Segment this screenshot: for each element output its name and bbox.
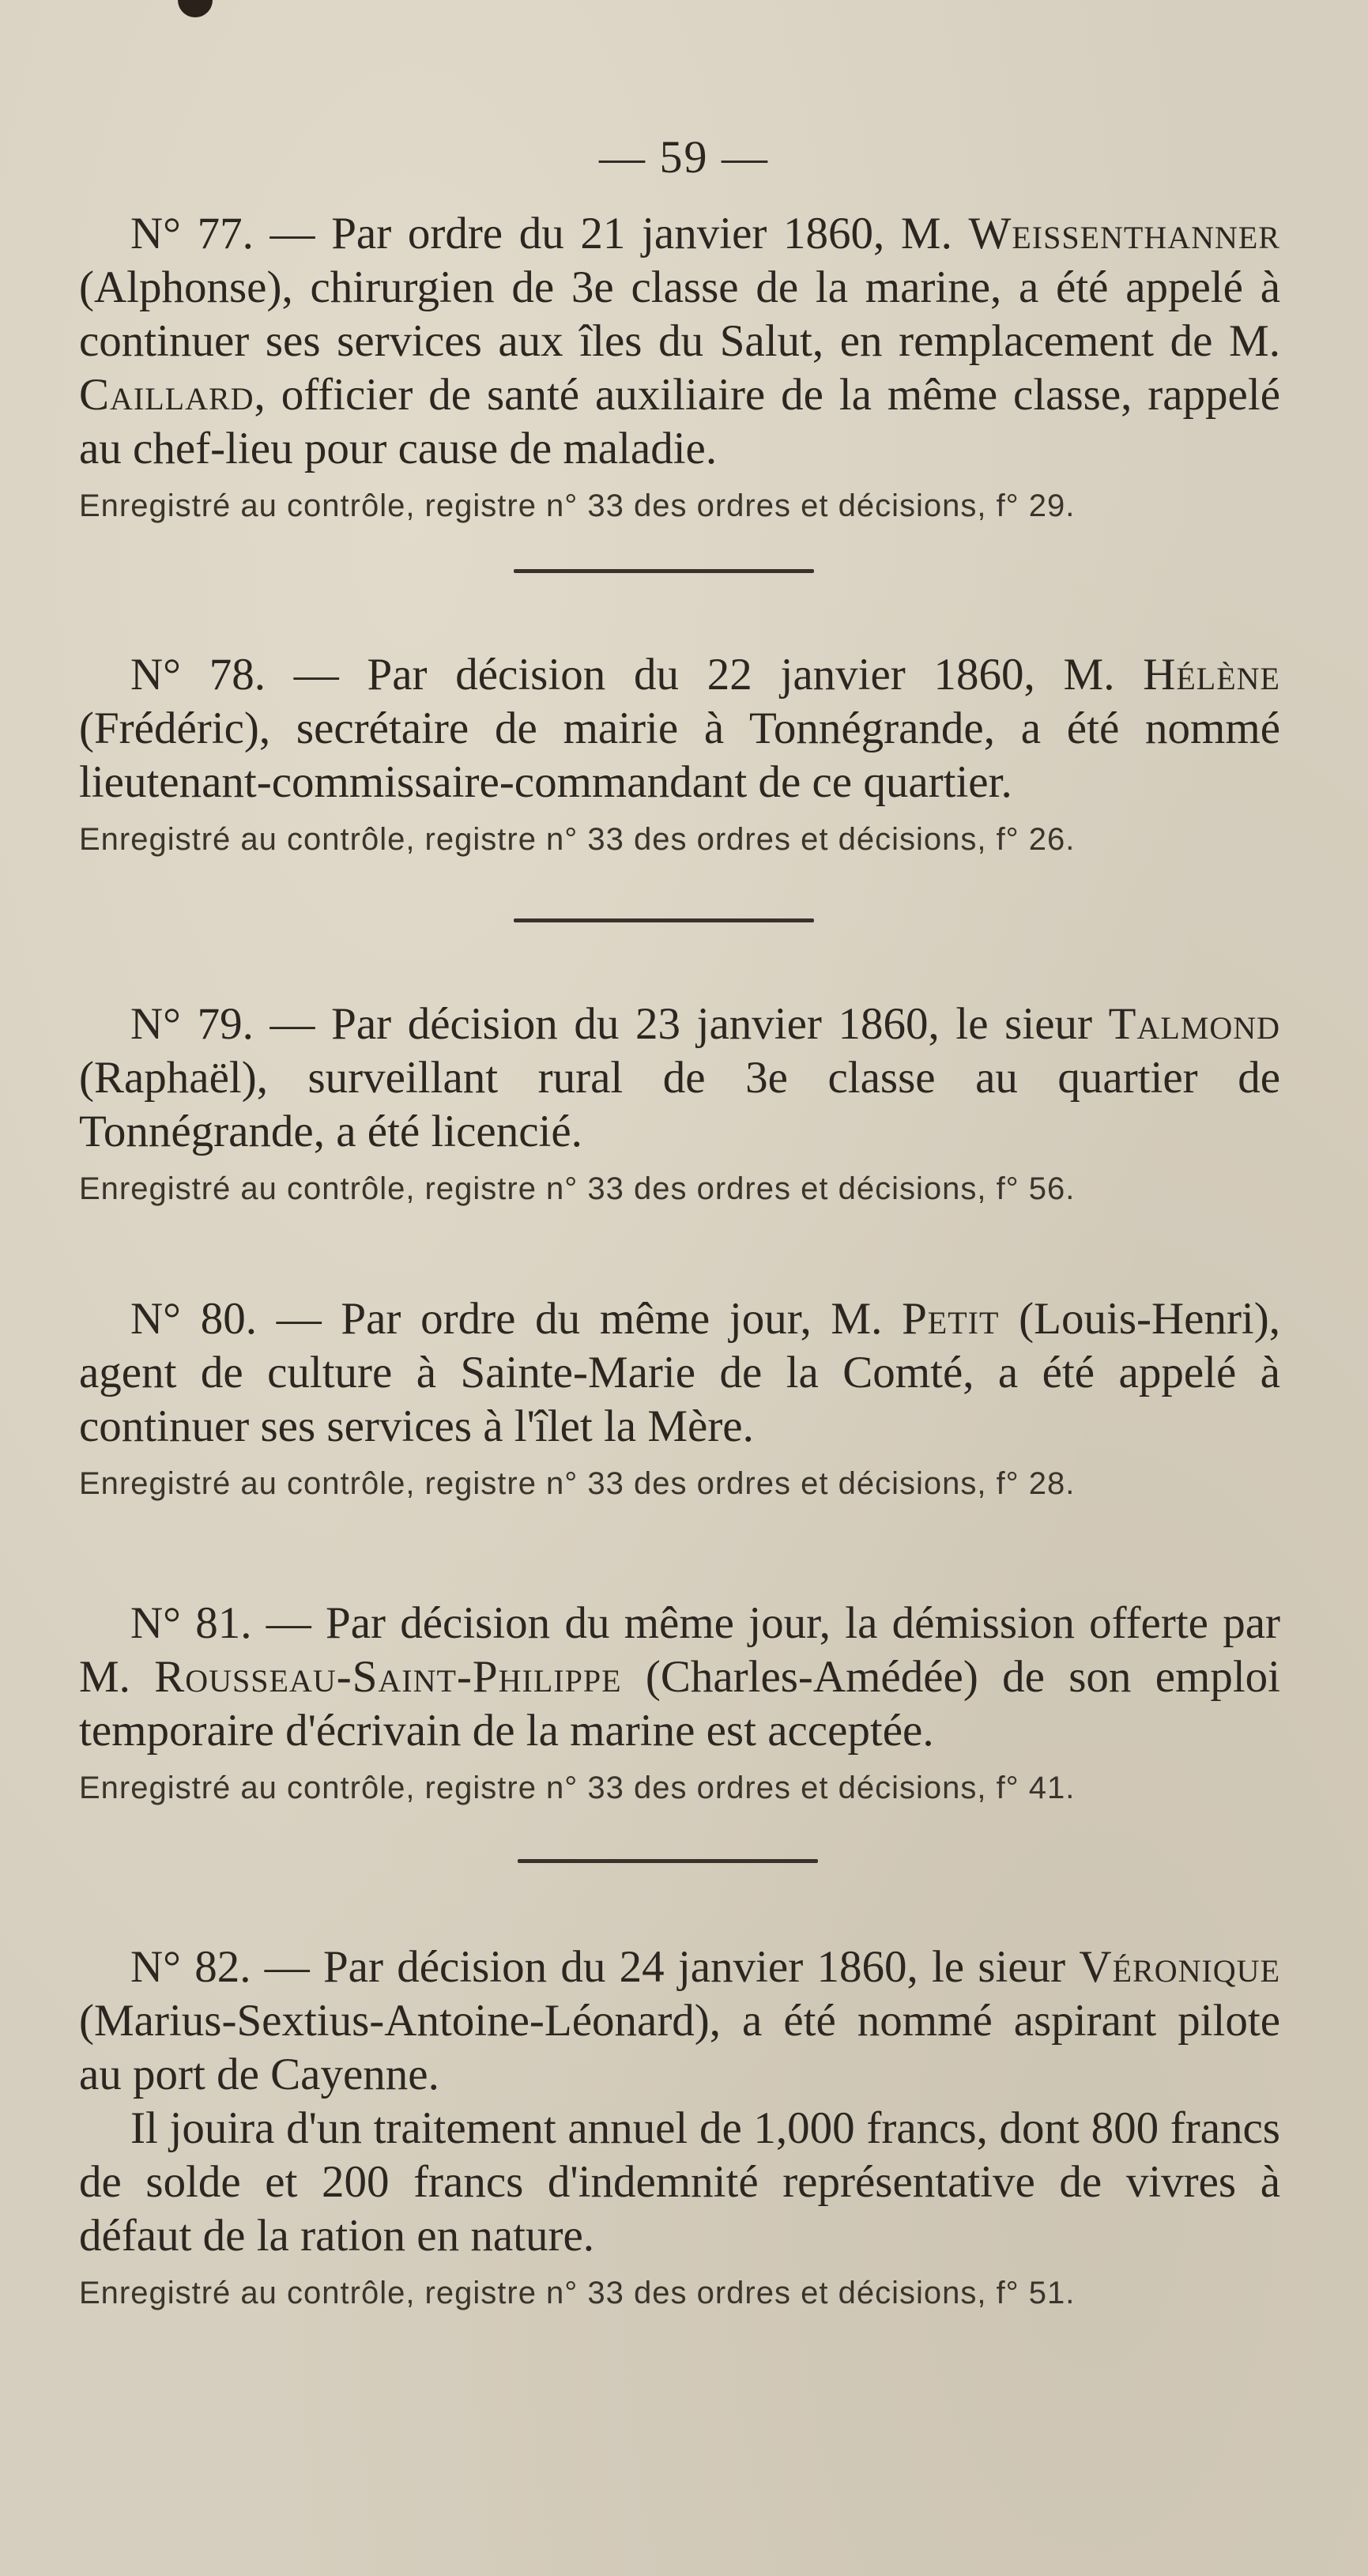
person-name: Talmond [1108, 999, 1280, 1049]
entry-text: , officier de santé auxiliaire de la même classe, rappelé au chef-lieu pour cause de maladie. [79, 370, 1280, 473]
entry-body [79, 998, 1280, 1159]
section-divider [514, 918, 814, 922]
entry-text: (Alphonse), chirurgien de 3e classe de la marine, a été appelé à continuer ses services aux îles du Salut, en remplacement de M. [79, 262, 1280, 366]
entry-body [79, 1597, 1280, 1758]
page-number: — 59 — [599, 131, 769, 183]
person-name: Véronique [1079, 1942, 1280, 1992]
registration-note: Enregistré au contrôle, registre n° 33 des ordres et décisions, f° 26. [79, 822, 1076, 857]
person-name: Hélène [1143, 650, 1280, 700]
entry-text: N° 82. — Par décision du 24 janvier 1860, le sieur [130, 1942, 1080, 1992]
entry-body-continued: Il jouira d'un traitement annuel de 1,000 francs, dont 800 francs de solde et 200 francs d'indemnité représentative de vivres à défaut de la ration en nature. [79, 2103, 1280, 2261]
entry-80 [79, 1292, 1280, 1507]
entry-text: N° 79. — Par décision du 23 janvier 1860, le sieur [130, 999, 1109, 1049]
entry-text: N° 81. — Par décision du même jour, la démission offerte par M. [79, 1598, 1280, 1702]
registration-note: Enregistré au contrôle, registre n° 33 des ordres et décisions, f° 29. [79, 488, 1076, 523]
entry-text: (Charles-Amédée) de son emploi temporaire d'écrivain de la marine est acceptée. [79, 1652, 1281, 1756]
ink-blot [178, 0, 213, 17]
registration-note: Enregistré au contrôle, registre n° 33 des ordres et décisions, f° 41. [79, 1771, 1076, 1805]
entry-text: (Raphaël), surveillant rural de 3e classe au quartier de Tonnégrande, a été licencié. [79, 1053, 1280, 1156]
entry-79 [79, 998, 1280, 1213]
entry-text: (Marius-Sextius-Antoine-Léonard), a été nommé aspirant pilote au port de Cayenne. [79, 1996, 1280, 2099]
entry-78 [79, 648, 1280, 863]
registration-note: Enregistré au contrôle, registre n° 33 des ordres et décisions, f° 51. [79, 2276, 1076, 2310]
entry-82 [79, 1940, 1280, 2317]
person-name: Petit [902, 1294, 1000, 1344]
entry-text: N° 80. — Par ordre du même jour, M. [130, 1294, 903, 1344]
entry-77 [79, 207, 1280, 530]
registration-note: Enregistré au contrôle, registre n° 33 des ordres et décisions, f° 56. [79, 1171, 1076, 1206]
registration-note: Enregistré au contrôle, registre n° 33 des ordres et décisions, f° 28. [79, 1466, 1076, 1501]
person-name: Weissenthanner [968, 209, 1280, 258]
entry-text: N° 77. — Par ordre du 21 janvier 1860, M. [130, 209, 969, 258]
section-divider [518, 1859, 818, 1863]
entry-body [79, 1940, 1280, 2102]
entry-body [79, 648, 1280, 809]
entry-text: (Louis-Henri), agent de culture à Sainte-Marie de la Comté, a été appelé à continuer ses services à l'îlet la Mère. [79, 1294, 1280, 1451]
section-divider [514, 569, 814, 573]
entry-body [79, 1292, 1280, 1454]
person-name: Caillard [79, 370, 254, 420]
entry-81 [79, 1597, 1280, 1812]
entry-text: N° 78. — Par décision du 22 janvier 1860, M. [130, 650, 1144, 700]
entry-body [79, 207, 1280, 476]
entry-text: (Frédéric), secrétaire de mairie à Tonnégrande, a été nommé lieutenant-commissaire-commandant de ce quartier. [79, 703, 1280, 807]
person-name: Rousseau-Saint-Philippe [154, 1652, 622, 1702]
